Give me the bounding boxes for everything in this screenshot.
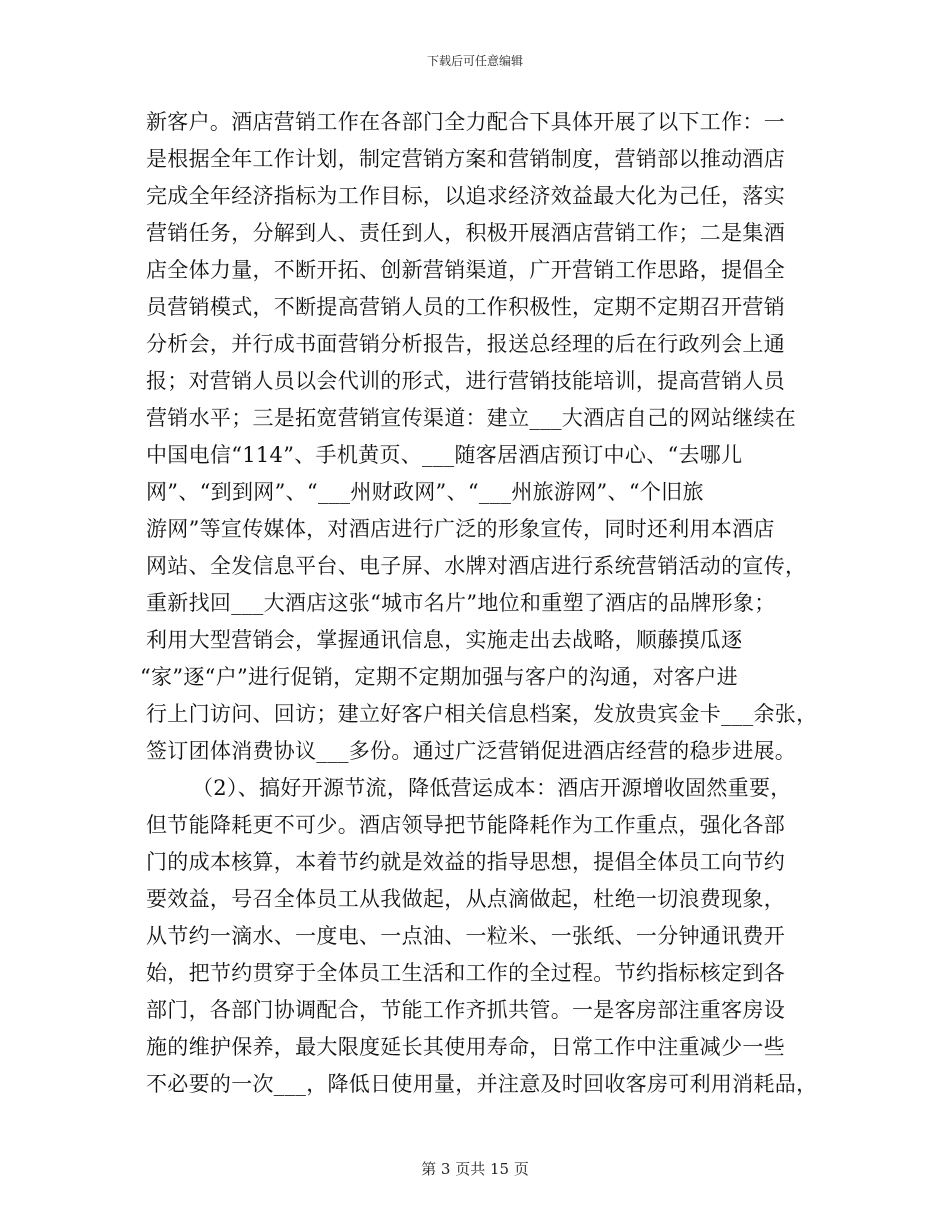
text-line: （2）、搞好开源节流，降低营运成本：酒店开源增收固然重要，	[192, 776, 792, 800]
text-line: 营销任务，分解到人、责任到人，积极开展酒店营销工作；二是集酒	[146, 221, 785, 245]
text-line: 部门，各部门协调配合，节能工作齐抓共管。一是客房部注重客房设	[146, 998, 785, 1022]
text-line: 重新找回___大酒店这张“城市名片”地位和重塑了酒店的品牌形象；	[146, 591, 776, 615]
text-line: 始，把节约贯穿于全体员工生活和工作的全过程。节约指标核定到各	[146, 961, 785, 985]
text-line: 店全体力量，不断开拓、创新营销渠道，广开营销工作思路，提倡全	[146, 258, 785, 282]
page-footer: 第 3 页共 15 页	[421, 1160, 529, 1178]
text-line: 分析会，并行成书面营销分析报告，报送总经理的后在行政列会上通	[146, 332, 785, 356]
text-line: 网站、全发信息平台、电子屏、水牌对酒店进行系统营销活动的宣传，	[146, 554, 807, 578]
text-line: 门的成本核算，本着节约就是效益的指导思想，提倡全体员工向节约	[146, 850, 785, 874]
text-line: 利用大型营销会，掌握通讯信息，实施走出去战略，顺藤摸瓜逐	[146, 628, 743, 652]
page-header: 下载后可任意编辑	[426, 54, 523, 68]
text-line: 要效益，号召全体员工从我做起，从点滴做起，杜绝一切浪费现象，	[146, 887, 785, 911]
text-line: 不必要的一次___，降低日使用量，并注意及时回收客房可利用消耗品，	[146, 1072, 818, 1096]
text-line: 游网”等宣传媒体，对酒店进行广泛的形象宣传，同时还利用本酒店	[146, 517, 775, 541]
text-line: 网”、“到到网”、“___州财政网”、“___州旅游网”、“个旧旅	[146, 480, 704, 504]
text-line: 施的维护保养，最大限度延长其使用寿命，日常工作中注重减少一些	[146, 1035, 785, 1059]
text-line: 营销水平；三是拓宽营销宣传渠道：建立___大酒店自己的网站继续在	[146, 406, 797, 430]
text-line: “家”逐“户”进行促销，定期不定期加强与客户的沟通，对客户进	[140, 665, 738, 689]
text-line: 从节约一滴水、一度电、一点油、一粒米、一张纸、一分钟通讯费开	[146, 924, 785, 948]
text-line: 签订团体消费协议___多份。通过广泛营销促进酒店经营的稳步进展。	[146, 739, 797, 763]
text-line: 报；对营销人员以会代训的形式，进行营销技能培训，提高营销人员	[146, 369, 785, 393]
text-line: 但节能降耗更不可少。酒店领导把节能降耗作为工作重点，强化各部	[146, 813, 785, 837]
text-line: 员营销模式，不断提高营销人员的工作积极性，定期不定期召开营销	[146, 295, 785, 319]
text-line: 行上门访问、回访；建立好客户相关信息档案，发放贵宾金卡___余张，	[146, 702, 818, 726]
text-line: 中国电信“114”、手机黄页、___随客居酒店预订中心、“去哪儿	[146, 443, 743, 467]
text-line: 是根据全年工作计划，制定营销方案和营销制度，营销部以推动酒店	[146, 147, 785, 171]
text-line: 完成全年经济指标为工作目标，以追求经济效益最大化为己任，落实	[146, 184, 785, 208]
text-line: 新客户。酒店营销工作在各部门全力配合下具体开展了以下工作：一	[146, 110, 785, 134]
